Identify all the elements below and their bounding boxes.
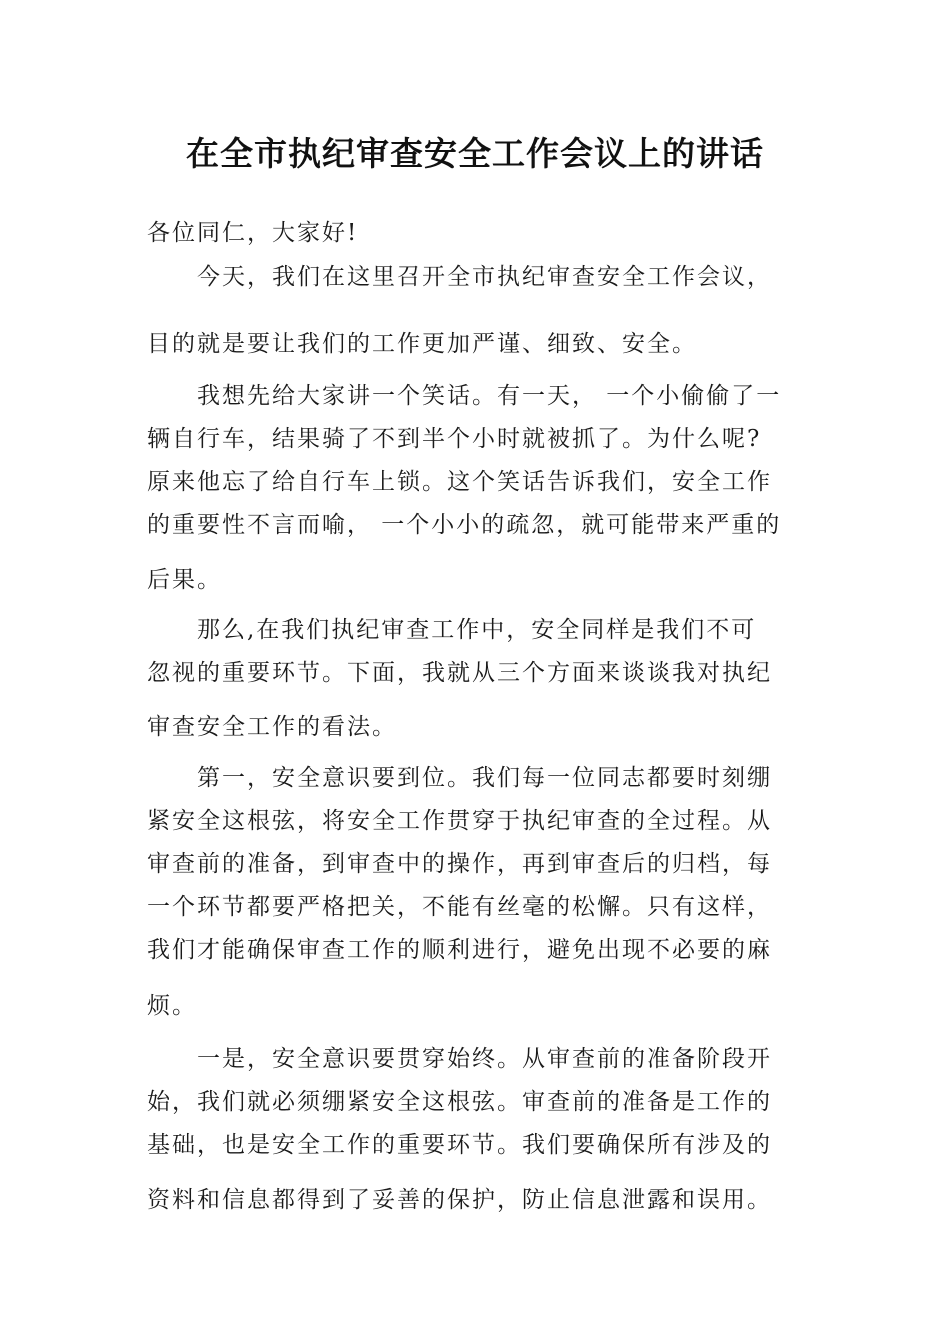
text-line: 辆自行车，结果骑了不到半个小时就被抓了。为什么呢? [147, 426, 762, 452]
text-line: 一个环节都要严格把关，不能有丝毫的松懈。只有这样， [147, 894, 772, 920]
text-line-greeting: 各位同仁，大家好! [147, 220, 359, 246]
text-line: 原来他忘了给自行车上锁。这个笑话告诉我们，安全工作 [147, 469, 772, 495]
text-line: 后果。 [147, 567, 222, 593]
text-line: 那么,在我们执纪审查工作中，安全同样是我们不可 [197, 617, 757, 643]
text-line: 我想先给大家讲一个笑话。有一天， 一个小偷偷了一 [197, 383, 782, 409]
text-line: 今天，我们在这里召开全市执纪审查安全工作会议， [197, 264, 772, 290]
text-line: 一是，安全意识要贯穿始终。从审查前的准备阶段开 [197, 1046, 772, 1072]
text-line: 第一，安全意识要到位。我们每一位同志都要时刻绷 [197, 765, 772, 791]
text-line: 始，我们就必须绷紧安全这根弦。审查前的准备是工作的 [147, 1089, 772, 1115]
text-line: 的重要性不言而喻， 一个小小的疏忽，就可能带来严重的 [147, 512, 782, 538]
document-title: 在全市执纪审查安全工作会议上的讲话 [186, 134, 764, 173]
text-line: 资料和信息都得到了妥善的保护，防止信息泄露和误用。 [147, 1187, 772, 1213]
text-line: 忽视的重要环节。下面，我就从三个方面来谈谈我对执纪 [147, 660, 772, 686]
text-line: 紧安全这根弦，将安全工作贯穿于执纪审查的全过程。从 [147, 808, 772, 834]
text-line: 目的就是要让我们的工作更加严谨、细致、安全。 [147, 331, 697, 357]
text-line: 基础，也是安全工作的重要环节。我们要确保所有涉及的 [147, 1132, 772, 1158]
text-line: 烦。 [147, 993, 197, 1019]
text-line: 我们才能确保审查工作的顺利进行，避免出现不必要的麻 [147, 937, 772, 963]
text-line: 审查前的准备，到审查中的操作，再到审查后的归档，每 [147, 851, 772, 877]
text-line: 审查安全工作的看法。 [147, 714, 397, 740]
